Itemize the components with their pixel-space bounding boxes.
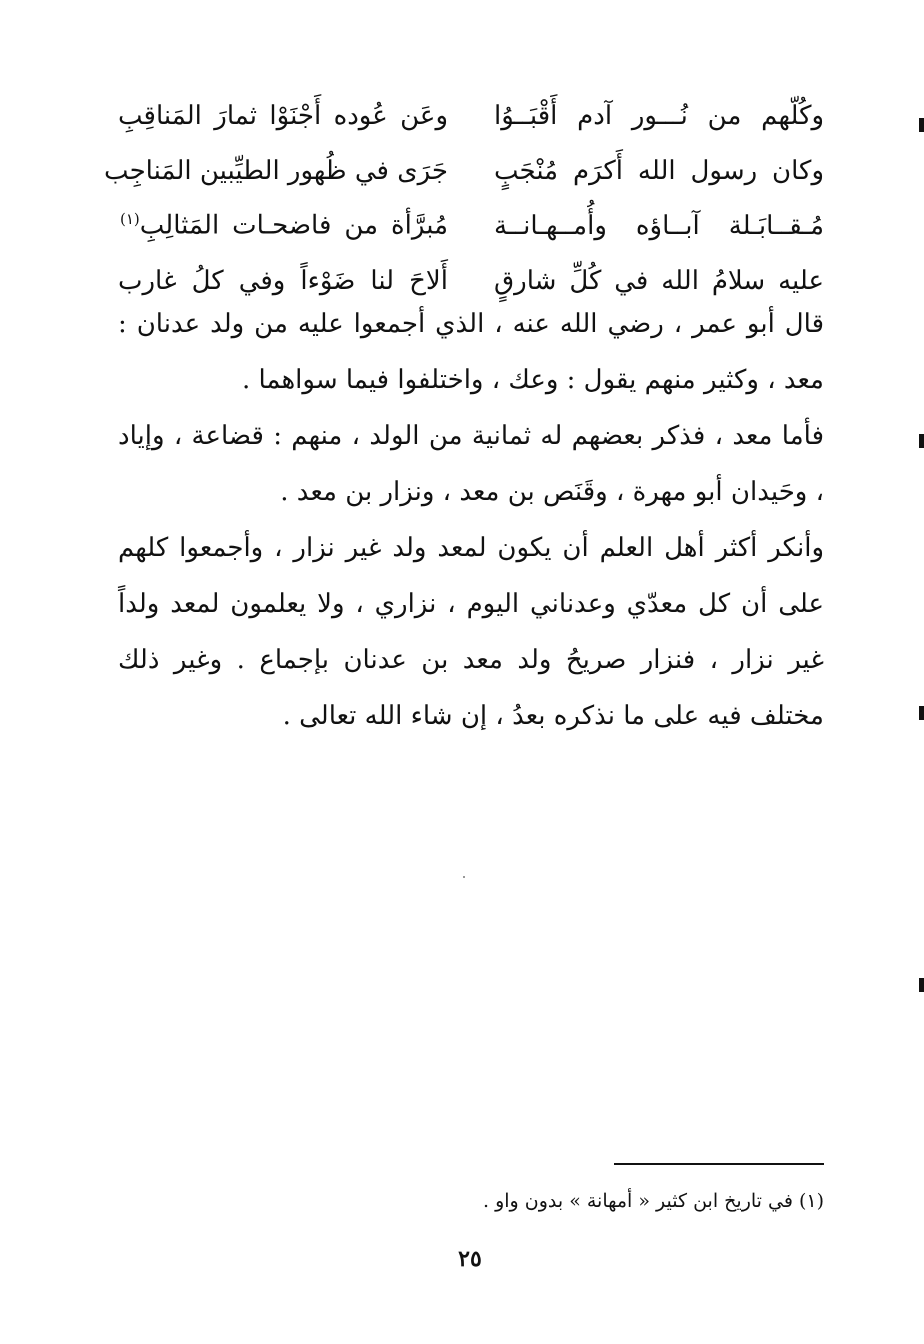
page-number: ٢٥ — [458, 1246, 482, 1272]
scan-edge-mark — [919, 706, 924, 720]
footnote: (١) في تاريخ ابن كثير « أمهانة » بدون واو . — [483, 1190, 824, 1212]
verse-first-hemistich: عليه سلامُ الله في كُلِّ شارقٍ — [494, 265, 824, 296]
scan-edge-mark — [919, 434, 924, 448]
poem-verse — [104, 143, 824, 198]
verse-second-hemistich: مُبرَّأة من فاضحـات المَثالِبِ — [139, 210, 448, 241]
scan-edge-mark — [919, 978, 924, 992]
scan-edge-mark — [919, 118, 924, 132]
verse-second-hemistich: وعَن عُوده أَجْنَوْا ثمارَ المَناقِبِ — [118, 100, 448, 131]
verse-first-hemistich: وكان رسول الله أَكرَم مُنْجَبٍ — [494, 155, 824, 186]
poem — [104, 88, 824, 308]
verse-second-hemistich-with-note — [118, 210, 448, 241]
footnote-divider — [614, 1163, 824, 1165]
verse-second-hemistich: أَلاحَ لنا ضَوْءاً وفي كلُ غارب — [118, 265, 448, 296]
verse-second-hemistich: جَرَى في ظُهور الطيِّبين المَناجِب — [104, 155, 448, 186]
footnote-reference[interactable]: (١) — [120, 210, 140, 229]
paragraph: فأما معد ، فذكر بعضهم له ثمانية من الولد ، منهم : قضاعة ، وإياد ، وحَيدان أبو مهرة ، وقَنَص بن معد ، ونزار بن معد . — [118, 421, 824, 507]
paragraph: قال أبو عمر ، رضي الله عنه ، الذي أجمعوا عليه من ولد عدنان : معد ، وكثير منهم يقول : وعك ، واختلفوا فيما سواهما . — [118, 309, 824, 395]
poem-verse — [118, 88, 824, 143]
poem-verse — [118, 198, 824, 253]
scan-speck — [463, 876, 465, 878]
verse-first-hemistich: مُـقــابَـلة آبــاؤه وأُمــهـانــة — [494, 210, 824, 241]
verse-first-hemistich: وكُلّهم من نُـــور آدم أَقْبَــوُا — [494, 100, 824, 131]
paragraph: وأنكر أكثر أهل العلم أن يكون لمعد ولد غير نزار ، وأجمعوا كلهم على أن كل معدّي وعدناني اليوم ، نزاري ، ولا يعلمون لمعد ولداً غير نزار ، فنزار صريحُ ولد معد بن عدنان بإجماع . وغير ذلك مختلف فيه على ما نذكره بعدُ ، إن شاء الله تعالى . — [118, 533, 824, 731]
